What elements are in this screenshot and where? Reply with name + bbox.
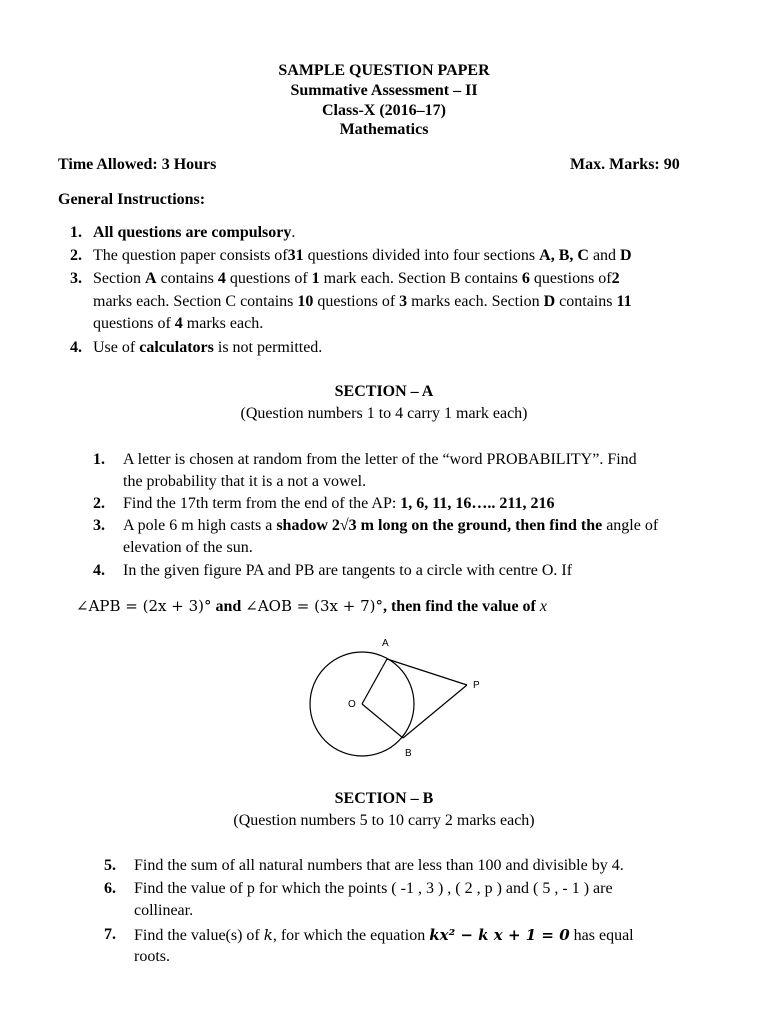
instruction-text-part: contains	[555, 293, 617, 310]
instruction-text	[93, 223, 295, 243]
instruction-text-part: calculators	[139, 339, 214, 356]
instruction-text-part: 4	[217, 270, 226, 287]
q4-angle-apb: ∠APB = (2x + 3)°	[76, 597, 212, 615]
tangent-pa	[387, 659, 467, 685]
q7-part2: , for which the equation	[272, 927, 430, 944]
instruction-text-part: Use of	[93, 339, 140, 356]
instruction-text-part: contains	[156, 270, 218, 287]
q2-sequence: 1, 6, 11, 16….. 211, 216	[400, 495, 555, 512]
q1-text-line1: A letter is chosen at random from the letter of the “word PROBABILITY”. Find	[123, 451, 637, 468]
instruction-text-part: is not permitted.	[213, 339, 323, 356]
instruction-number: 2.	[70, 247, 82, 264]
instruction-text-part: 3	[399, 293, 408, 310]
instruction-text-part: A	[145, 270, 157, 287]
q7-number: 7.	[104, 926, 116, 943]
radius-oa	[362, 659, 387, 704]
q4-text-line2	[76, 596, 547, 617]
q4-angle-aob: ∠AOB = (3x + 7)°	[245, 597, 383, 615]
q1-number: 1.	[93, 451, 105, 468]
instruction-text-part: questions of	[225, 270, 312, 287]
instruction-text-part: mark each. Section B contains	[319, 270, 522, 287]
q6-number: 6.	[104, 880, 116, 897]
instruction-number: 3.	[70, 270, 82, 287]
q4-tail: , then find the value of	[382, 598, 540, 615]
instruction-text-part: Section	[93, 270, 145, 287]
instruction-text-part: questions of	[313, 293, 400, 310]
instruction-text-part: 31	[287, 247, 304, 264]
instruction-text-part: 2	[611, 270, 620, 287]
instruction-text	[93, 338, 322, 358]
instruction-text-part: 1	[311, 270, 320, 287]
instruction-text	[93, 314, 263, 334]
instruction-text-part: and	[588, 247, 621, 264]
instruction-text-part: 6	[521, 270, 530, 287]
q3-part1: A pole 6 m high casts a	[123, 517, 277, 534]
instruction-text-part: questions of	[93, 315, 175, 332]
q4-variable: x	[539, 598, 547, 615]
label-p: P	[473, 680, 480, 691]
q7-part1: Find the value(s) of	[134, 927, 264, 944]
instruction-text-part: All questions are compulsory	[93, 224, 292, 241]
q7-k: k	[263, 926, 273, 944]
label-o: O	[348, 699, 356, 710]
section-b-heading: SECTION – B	[334, 790, 434, 807]
q2-number: 2.	[93, 495, 105, 512]
label-a: A	[382, 638, 389, 649]
q3-number: 3.	[93, 517, 105, 534]
q3-part2: shadow 2√3 m long on the ground, then find the	[276, 517, 603, 534]
max-marks: Max. Marks: 90	[570, 156, 680, 173]
q7-equation: kx² − k x + 1 = 0	[429, 926, 570, 944]
instruction-text-part: D	[543, 293, 556, 310]
q5-text: Find the sum of all natural numbers that are less than 100 and divisible by 4.	[134, 857, 624, 874]
instruction-number: 4.	[70, 339, 82, 356]
q7-text-line2: roots.	[134, 948, 170, 965]
section-a-note: (Question numbers 1 to 4 carry 1 mark each)	[240, 405, 528, 422]
q2-text	[123, 494, 555, 514]
q7-text-line1	[134, 925, 634, 946]
q6-text-line1: Find the value of p for which the points ( -1 , 3 ) , ( 2 , p ) and ( 5 , - 1 ) are	[134, 880, 613, 897]
instruction-text	[93, 269, 620, 289]
label-b: B	[405, 748, 412, 759]
q4-number: 4.	[93, 562, 105, 579]
class-title: Class-X (2016–17)	[322, 102, 446, 119]
section-a-heading: SECTION – A	[334, 383, 434, 400]
paper-title: SAMPLE QUESTION PAPER	[278, 62, 490, 79]
instruction-text-part: The question paper consists of	[93, 247, 288, 264]
tangent-circle-figure	[300, 630, 500, 770]
instruction-text-part: A, B, C	[539, 247, 589, 264]
instruction-text-part: .	[291, 224, 296, 241]
instruction-text-part: questions of	[529, 270, 612, 287]
q4-text-line1: In the given figure PA and PB are tangents to a circle with centre O. If	[123, 562, 573, 579]
section-b-note: (Question numbers 5 to 10 carry 2 marks each)	[233, 812, 535, 829]
instruction-text-part: marks each. Section C contains	[93, 293, 298, 310]
instruction-text-part: 10	[297, 293, 314, 310]
q5-number: 5.	[104, 857, 116, 874]
subject-title: Mathematics	[339, 121, 429, 138]
instruction-text	[93, 292, 632, 312]
instruction-text-part: 4	[174, 315, 183, 332]
q3-text-line2: elevation of the sun.	[123, 539, 253, 556]
radius-ob	[362, 704, 403, 738]
q4-and: and	[211, 598, 246, 615]
instruction-text-part: marks each.	[182, 315, 264, 332]
instructions-heading: General Instructions:	[58, 191, 206, 208]
q3-part3: angle of	[602, 517, 659, 534]
q1-text-line2: the probability that it is a not a vowel.	[123, 473, 367, 490]
instruction-text-part: marks each. Section	[407, 293, 544, 310]
instruction-text	[93, 246, 632, 266]
q2-text-label: Find the 17th term from the end of the AP:	[123, 495, 401, 512]
instruction-text-part: questions divided into four sections	[303, 247, 540, 264]
q6-text-line2: collinear.	[134, 902, 194, 919]
q7-part3: has equal	[569, 927, 634, 944]
instruction-text-part: 11	[616, 293, 632, 310]
q3-text-line1	[123, 516, 658, 536]
instruction-number: 1.	[70, 224, 82, 241]
assessment-title: Summative Assessment – II	[290, 82, 478, 99]
time-allowed: Time Allowed: 3 Hours	[58, 156, 217, 173]
instruction-text-part: D	[620, 247, 632, 264]
